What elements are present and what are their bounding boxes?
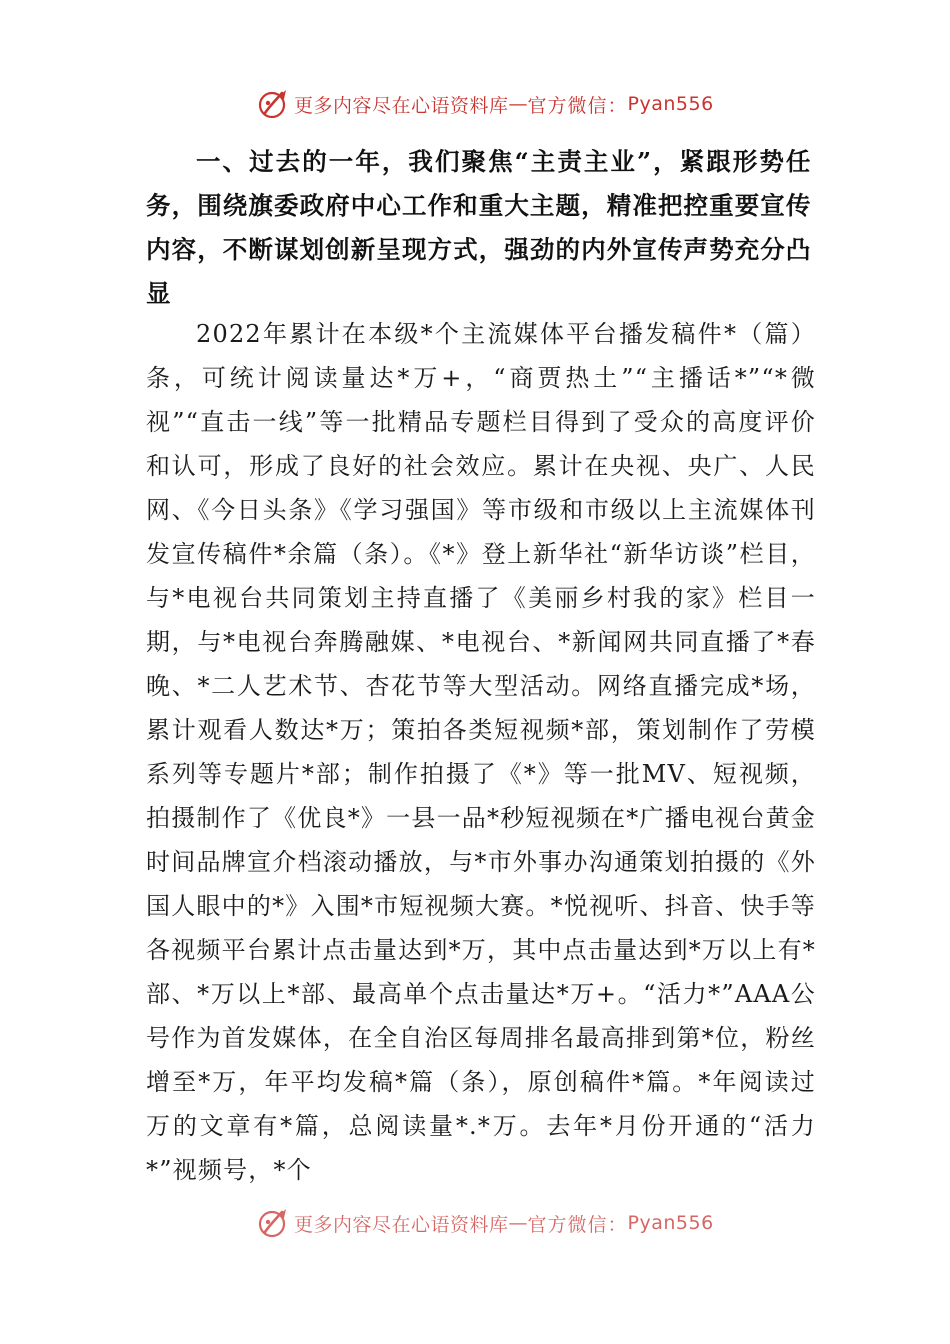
watermark-brand-text: 更多内容尽在心语资料库 <box>294 1213 509 1236</box>
header-watermark <box>256 84 776 124</box>
watermark-wechat-label: 官方微信： <box>527 94 628 117</box>
watermark-wechat-handle: Pyan556 <box>627 1212 714 1234</box>
watermark-separator: — <box>508 93 528 115</box>
watermark-brand-text: 更多内容尽在心语资料库 <box>294 94 509 117</box>
watermark-wechat-label: 官方微信： <box>527 1213 628 1236</box>
brush-pen-logo-icon <box>256 87 290 121</box>
section-heading: 一、过去的一年，我们聚焦“主责主业”，紧跟形势任务，围绕旗委政府中心工作和重大主题，精准把控重要宣传内容，不断谋划创新呈现方式，强劲的内外宣传声势充分凸显 <box>146 147 811 308</box>
brush-pen-logo-icon <box>256 1206 290 1240</box>
footer-watermark <box>256 1203 776 1243</box>
watermark-separator: — <box>508 1212 528 1234</box>
watermark-wechat-handle: Pyan556 <box>627 93 714 115</box>
body-paragraph: 2022年累计在本级*个主流媒体平台播发稿件*（篇）条，可统计阅读量达*万+，“商贾热土”“主播话*”“*微视”“直击一线”等一批精品专题栏目得到了受众的高度评价和认可，形成了良好的社会效应。累计在央视、央广、人民网、《今日头条》《学习强国》等市级和市级以上主流媒体刊发宣传稿件*余篇（条）。《*》登上新华社“新华访谈”栏目，与*电视台共同策划主持直播了《美丽乡村我的家》栏目一期，与*电视台奔腾融媒、*电视台、*新闻网共同直播了*春晚、*二人艺术节、杏花节等大型活动。网络直播完成*场，累计观看人数达*万；策拍各类短视频*部，策划制作了劳模系列等专题片*部；制作拍摄了《*》等一批MV、短视频，拍摄制作了《优良*》一县一品*秒短视频在*广播电视台黄金时间品牌宣介档滚动播放，与*市外事办沟通策划拍摄的《外国人眼中的*》入围*市短视频大赛。*悦视听、抖音、快手等各视频平台累计点击量达到*万，其中点击量达到*万以上有*部、*万以上*部、最高单个点击量达*万+。“活力*”AAA公号作为首发媒体，在全自治区每周排名最高排到第*位，粉丝增至*万，年平均发稿*篇（条），原创稿件*篇。*年阅读过万的文章有*篇，总阅读量*.*万。去年*月份开通的“活力*”视频号，*个 <box>146 320 816 1184</box>
